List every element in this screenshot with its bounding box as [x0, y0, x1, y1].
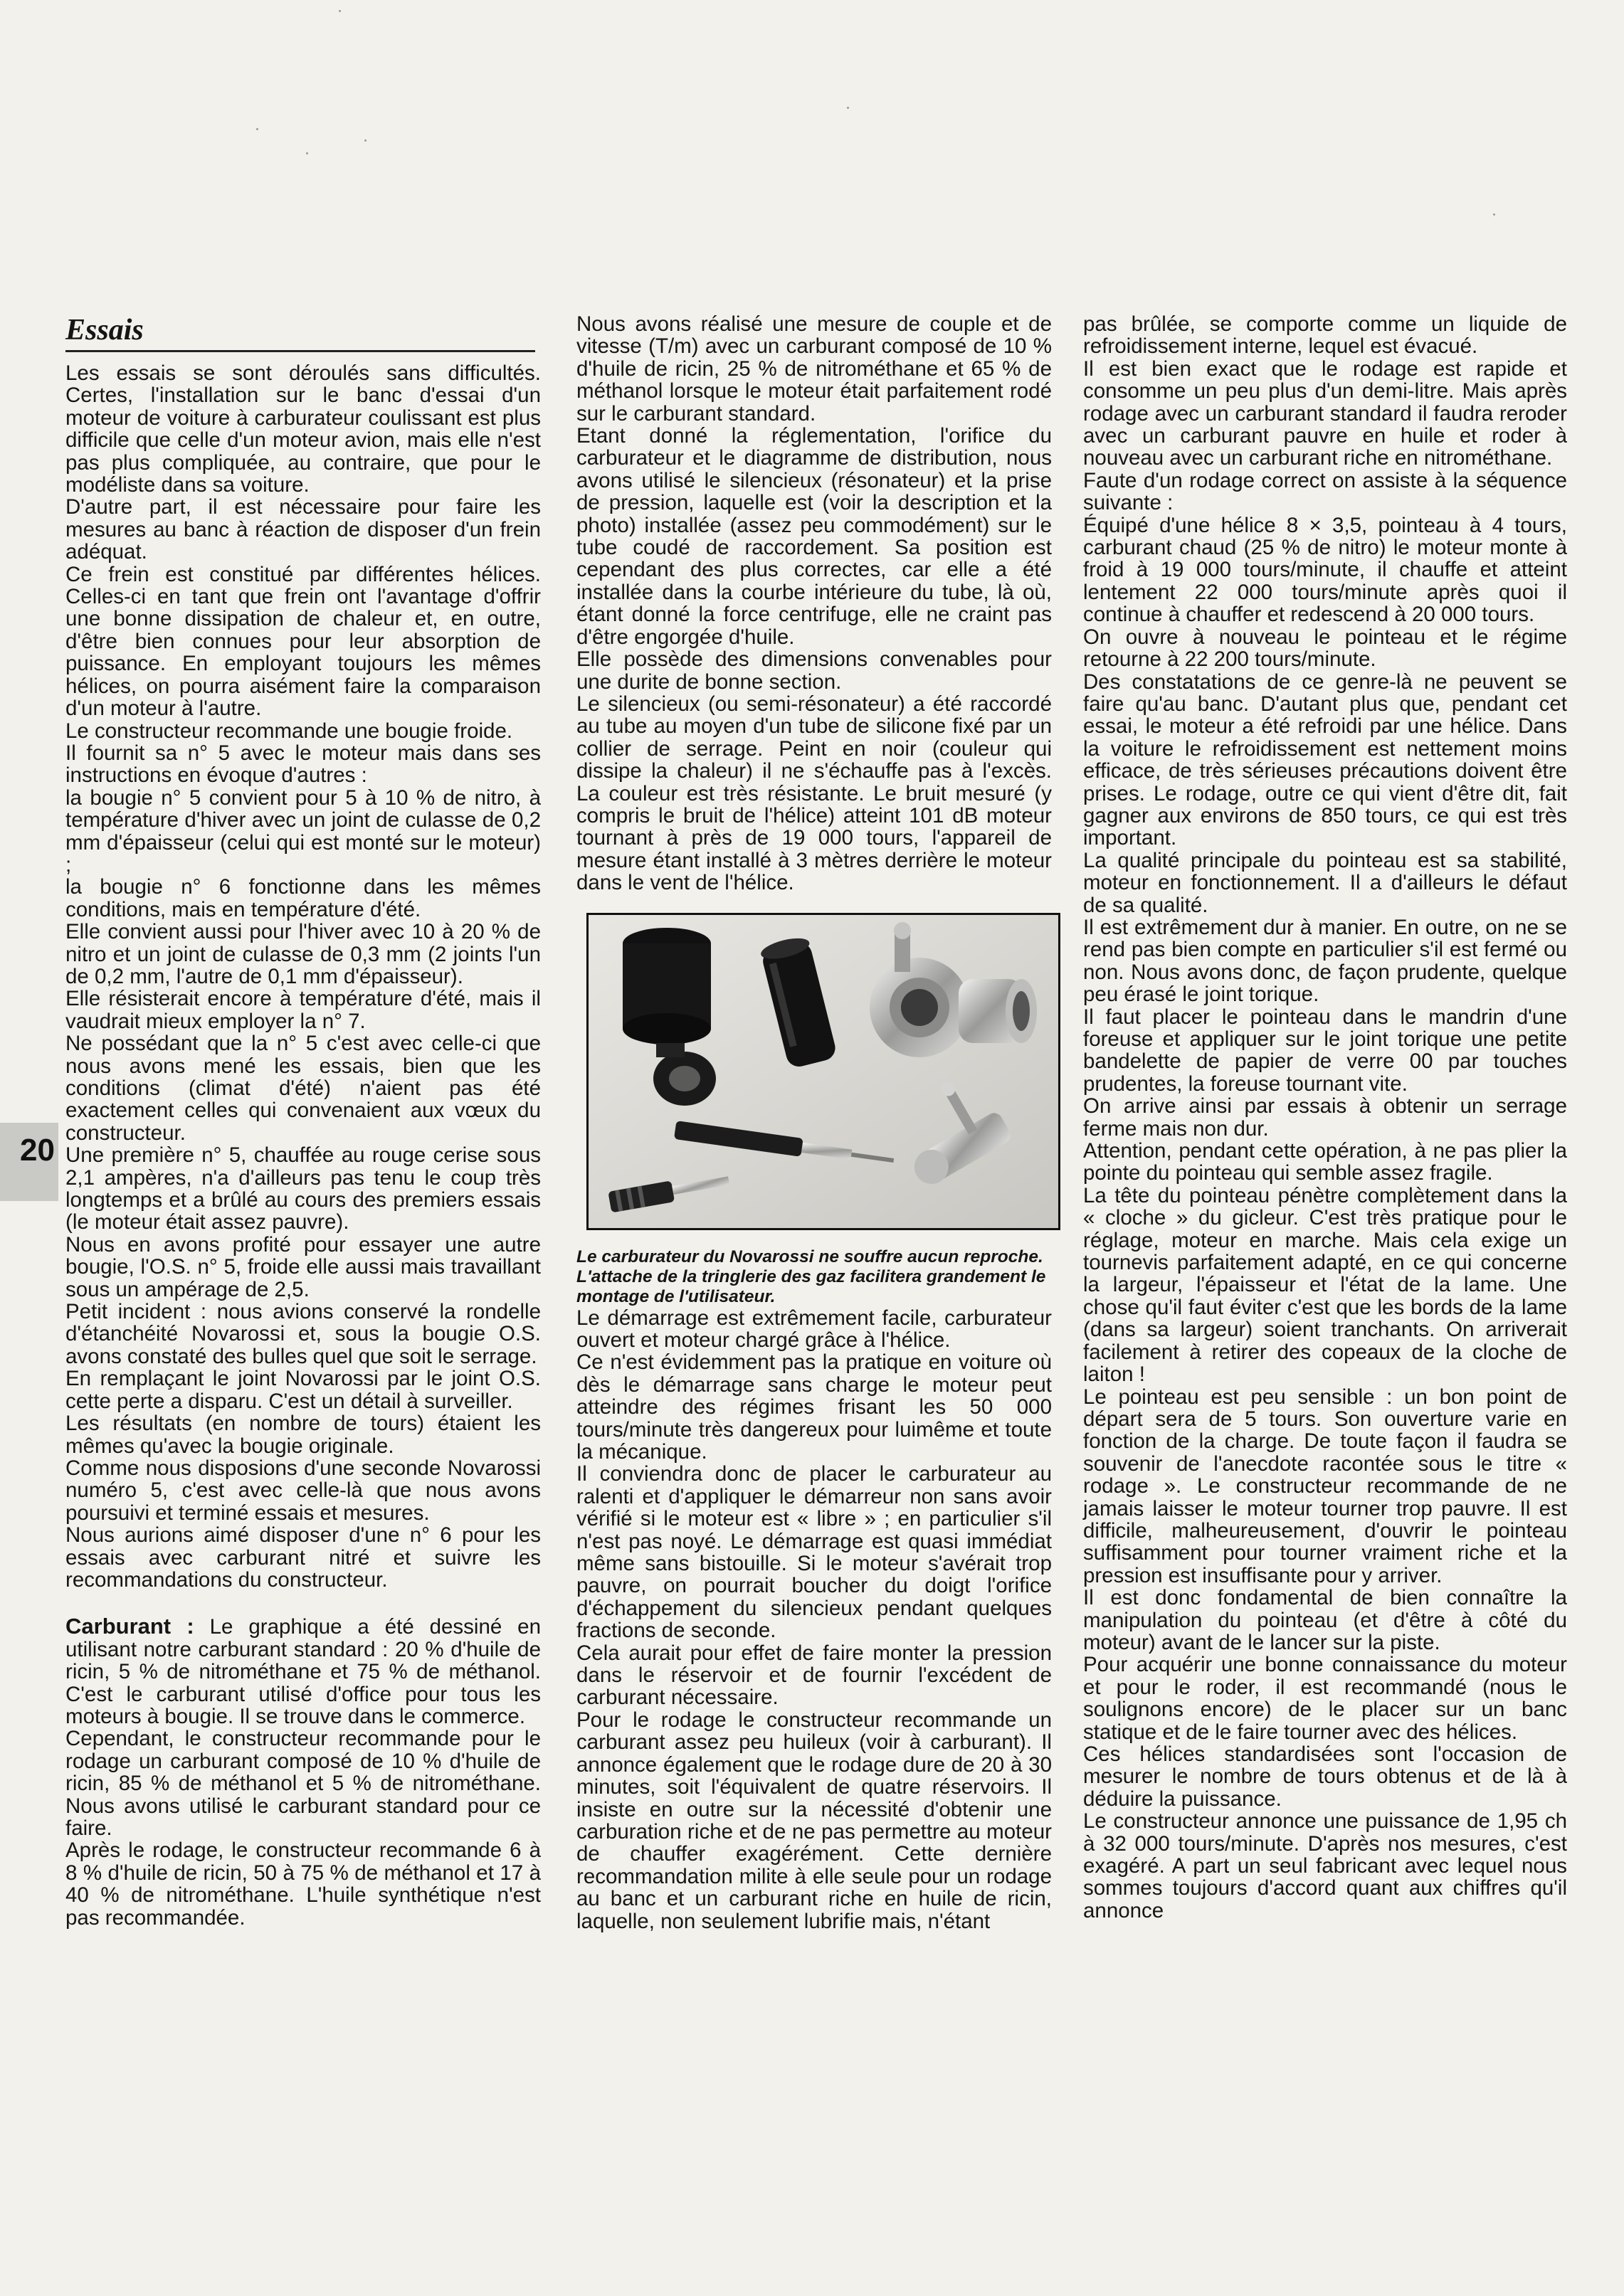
paragraph: Ces hélices standardisées sont l'occasion de mesurer le nombre de tours obtenus et de là à déduire la puissance.	[1083, 1742, 1567, 1811]
paragraph: Ce frein est constitué par différentes hélices. Celles-ci en tant que frein ont l'avantage d'offrir une bonne dissipation de chaleur et, en outre, d'être bien connues pour leur absorption de puissance. En employant toujours les mêmes hélices, on pourra aisément faire la comparaison d'un moteur à l'autre.	[65, 562, 541, 721]
paragraph: Ce n'est évidemment pas la pratique en voiture où dès le démarrage sans charge le moteur peut atteindre des régimes frisant les 50 000 tours/minute très dangereux pour luimême et toute la mécanique.	[576, 1350, 1052, 1464]
paragraph: Il est donc fondamental de bien connaître la manipulation du pointeau (et d'être à côté du moteur) avant de le lancer sur la piste.	[1083, 1586, 1567, 1654]
paragraph: Pour le rodage le constructeur recommande un carburant assez peu huileux (voir à carburant). Il annonce également que le rodage dure de 20 à 30 minutes, soit l'équivalent de quatre réservoirs. Il insiste en outre sur la nécessité d'obtenir une carburation riche et de ne pas permettre au moteur de chauffer exagérément. Cette dernière recommandation milite à elle seule pour un rodage au banc et un carburant riche en huile de ricin, laquelle, non seulement lubrifie mais, n'étant	[576, 1708, 1052, 1933]
paragraph: Le silencieux (ou semi-résonateur) a été raccordé au tube au moyen d'un tube de silicone fixé par un collier de serrage. Peint en noir (couleur qui dissipe la chaleur) il ne s'échauffe pas à l'excès. La couleur est très résistante. Le bruit mesuré (y compris le bruit de l'hélice) atteint 101 dB moteur tournant à près de 19 000 tours, l'appareil de mesure étant installé à 3 mètres derrière le moteur dans le vent de l'hélice.	[576, 692, 1052, 895]
paragraph: Le constructeur recommande une bougie froide.	[65, 719, 513, 743]
paragraph: Équipé d'une hélice 8 × 3,5, pointeau à 4 tours, carburant chaud (25 % de nitro) le moteur monte à froid à 19 000 tours/minute, il chauffe et atteint lentement 22 000 tours/minute après quoi il continue à chauffer et redescend à 20 000 tours.	[1083, 513, 1567, 627]
paragraph: Pour acquérir une bonne connaissance du moteur et pour le roder, il est recommandé (nous le soulignons encore) de le placer sur un banc statique et de le faire tourner avec des hélices.	[1083, 1653, 1567, 1744]
scan-speck	[1493, 213, 1495, 216]
paragraph: Le démarrage est extrêmement facile, carburateur ouvert et moteur chargé grâce à l'hélice.	[576, 1306, 1052, 1352]
paragraph: Les essais se sont déroulés sans difficultés. Certes, l'installation sur le banc d'essai d'un moteur de voiture à carburateur coulissant est plus difficile que celle d'un moteur avion, mais elle n'est pas plus compliquée, au contraire, que pour le modéliste dans sa voiture.	[65, 361, 541, 497]
paragraph: Il conviendra donc de placer le carburateur au ralenti et d'appliquer le démarreur non sans avoir vérifié si le moteur est « libre » ; en particulier s'il n'est pas noyé. Le démarrage est quasi immédiat même sans bistouille. Si le moteur s'avérait trop pauvre, on pourrait boucher du doigt l'orifice d'échappement du silencieux pendant quelques fractions de seconde.	[576, 1462, 1052, 1643]
engine-parts-illustration	[589, 915, 1058, 1228]
paragraph: La qualité principale du pointeau est sa stabilité, moteur en fonctionnement. Il a d'ailleurs le défaut de sa qualité.	[1083, 848, 1567, 917]
paragraph: Le constructeur annonce une puissance de 1,95 ch à 32 000 tours/minute. D'après nos mesures, c'est exagéré. A part un seul fabricant avec lequel nous sommes toujours d'accord quant aux chiffres qu'il annonce	[1083, 1809, 1567, 1922]
paragraph: Il est extrêmement dur à manier. En outre, on ne se rend pas bien compte en particulier s'il est fermé ou non. Nous avons donc, de façon prudente, quelque peu érasé le joint torique.	[1083, 915, 1567, 1007]
paragraph: Comme nous disposions d'une seconde Novarossi numéro 5, c'est avec celle-là que nous avons poursuivi et terminé essais et mesures.	[65, 1456, 541, 1525]
column-1	[65, 313, 541, 1929]
carburant-text: Le graphique a été dessiné en utilisant notre carburant standard : 20 % d'huile de ricin, 5 % de nitrométhane et 75 % de méthanol. C'est le carburant utilisé d'office pour tous les moteurs à bougie. Il se trouve dans le commerce.	[65, 1615, 541, 1728]
paragraph: On ouvre à nouveau le pointeau et le régime retourne à 22 200 tours/minute.	[1083, 625, 1567, 672]
paragraph: Nous en avons profité pour essayer une autre bougie, l'O.S. n° 5, froide elle aussi mais travaillant sous un ampérage de 2,5.	[65, 1232, 541, 1301]
paragraph: Les résultats (en nombre de tours) étaient les mêmes qu'avec la bougie originale.	[65, 1412, 541, 1458]
paragraph: Etant donné la réglementation, l'orifice du carburateur et le diagramme de distribution, nous avons utilisé le silencieux (résonateur) et la prise de pression, laquelle est (voir la description et la photo) installée (assez peu commodément) sur le tube coudé de raccordement. Sa position est cependant des plus correctes, car elle a été installée dans la courbe intérieure du tube, là où, étant donné la force centrifuge, elle ne craint pas d'être engorgée d'huile.	[576, 424, 1052, 649]
section-gap	[65, 1591, 541, 1615]
paragraph: Nous aurions aimé disposer d'une n° 6 pour les essais avec carburant nitré et suivre les recommandations du constructeur.	[65, 1523, 541, 1592]
paragraph: Des constatations de ce genre-là ne peuvent se faire qu'au banc. D'autant plus que, pendant cet essai, le moteur a été refroidi par une hélice. Dans la voiture le refroidissement est nettement moins efficace, de très sérieuses précautions doivent être prises. Le rodage, outre ce qui vient d'être dit, fait gagner aux environs de 850 tours, ce qui est très important.	[1083, 670, 1567, 850]
paragraph: Cela aurait pour effet de faire monter la pression dans le réservoir et de fournir l'excédent de carburant nécessaire.	[576, 1641, 1052, 1710]
scan-speck	[256, 128, 258, 130]
paragraph: Cependant, le constructeur recommande pour le rodage un carburant composé de 10 % d'huile de ricin, 85 % de méthanol et 5 % de nitrométhane. Nous avons utilisé le carburant standard pour ce faire.	[65, 1727, 541, 1840]
scan-speck	[339, 10, 341, 12]
paragraph: Ne possédant que la n° 5 c'est avec celle-ci que nous avons mené les essais, bien que les conditions (climat d'été) n'aient pas été exactement celles qui convenaient aux vœux du constructeur.	[65, 1032, 541, 1145]
paragraph: Après le rodage, le constructeur recommande 6 à 8 % d'huile de ricin, 50 à 75 % de méthanol et 17 à 40 % de nitrométhane. L'huile synthétique n'est pas recommandée.	[65, 1839, 541, 1930]
carburetor-photo	[586, 913, 1060, 1230]
paragraph: Faute d'un rodage correct on assiste à la séquence suivante :	[1083, 468, 1567, 515]
page-number: 20	[20, 1133, 55, 1168]
paragraph: la bougie n° 5 convient pour 5 à 10 % de nitro, à température d'hiver avec un joint de culasse de 0,2 mm d'épaisseur (celui qui est monté sur le moteur) ;	[65, 785, 541, 877]
paragraph: Elle possède des dimensions convenables pour une durite de bonne section.	[576, 647, 1052, 694]
paragraph: Petit incident : nous avions conservé la rondelle d'étanchéité Novarossi et, sous la bougie O.S. avons constaté des bulles quel que soit le serrage.	[65, 1300, 541, 1368]
paragraph: La tête du pointeau pénètre complètement dans la « cloche » du gicleur. C'est très pratique pour le réglage, moteur en marche. Mais cela exige un tournevis parfaitement adapté, en ce qui concerne la largeur, l'épaisseur et l'état de la lame. Une chose qu'il faut éviter c'est que les bords de la lame (dans sa largeur) soient tranchants. On arriverait facilement à retirer des copeaux de la cloche de laiton !	[1083, 1183, 1567, 1387]
paragraph: Attention, pendant cette opération, à ne pas plier la pointe du pointeau qui semble assez fragile.	[1083, 1139, 1567, 1185]
paragraph: Elle convient aussi pour l'hiver avec 10 à 20 % de nitro et un joint de culasse de 0,3 mm (2 joints l'un de 0,2 mm, l'autre de 0,1 mm d'épaisseur).	[65, 920, 541, 988]
paragraph: D'autre part, il est nécessaire pour faire les mesures au banc à réaction de disposer d'un frein adéquat.	[65, 495, 541, 564]
carburant-paragraph	[65, 1615, 541, 1728]
page-number-tab	[0, 1123, 58, 1201]
paragraph: Nous avons réalisé une mesure de couple et de vitesse (T/m) avec un carburant composé de 10 % d'huile de ricin, 25 % de nitrométhane et 65 % de méthanol lorsque le moteur était parfaitement rodé sur le carburant standard.	[576, 312, 1052, 425]
scan-speck	[847, 107, 849, 109]
carburant-label: Carburant :	[65, 1614, 194, 1639]
photo-caption: Le carburateur du Novarossi ne souffre aucun reproche. L'attache de la tringlerie des gaz facilitera grandement le montage de l'utilisateur.	[576, 1247, 1046, 1306]
paragraph: Il faut placer le pointeau dans le mandrin d'une foreuse et appliquer sur le joint torique une petite bandelette de papier de verre 00 par touches prudentes, la foreuse tournant vite.	[1083, 1005, 1567, 1096]
paragraph: Le pointeau est peu sensible : un bon point de départ sera de 5 tours. Son ouverture varie en fonction de la charge. De toute façon il faudra se souvenir de l'anecdote racontée sous le titre « rodage ». Le constructeur recommande de ne jamais laisser le moteur tourner trop pauvre. Il est difficile, malheureusement, d'ouvrir le pointeau suffisamment pour tourner vraiment riche et la pression est insuffisante pour y arriver.	[1083, 1385, 1567, 1587]
paragraph: On arrive ainsi par essais à obtenir un serrage ferme mais non dur.	[1083, 1094, 1567, 1141]
paragraph: Il fournit sa n° 5 avec le moteur mais dans ses instructions en évoque d'autres :	[65, 741, 541, 788]
column-2	[576, 313, 1052, 1932]
section-heading: Essais	[65, 313, 535, 352]
scan-speck	[364, 139, 367, 142]
paragraph: Une première n° 5, chauffée au rouge cerise sous 2,1 ampères, n'a d'ailleurs pas tenu le coup très longtemps et a brûlé au cours des premiers essais (le moteur était assez pauvre).	[65, 1143, 541, 1234]
paragraph: Il est bien exact que le rodage est rapide et consomme un peu plus d'un demi-litre. Mais après rodage avec un carburant standard il faudra reroder avec un carburant pauvre en huile et roder à nouveau avec un carburant riche en nitrométhane.	[1083, 356, 1567, 470]
paragraph: pas brûlée, se comporte comme un liquide de refroidissement interne, lequel est évacué.	[1083, 312, 1567, 359]
scan-speck	[306, 152, 308, 154]
paragraph: Elle résisterait encore à température d'été, mais il vaudrait mieux employer la n° 7.	[65, 987, 541, 1033]
paragraph: la bougie n° 6 fonctionne dans les mêmes conditions, mais en température d'été.	[65, 875, 541, 921]
column-3	[1083, 313, 1567, 1922]
paragraph: En remplaçant le joint Novarossi par le joint O.S. cette perte a disparu. C'est un détail à surveiller.	[65, 1367, 541, 1413]
